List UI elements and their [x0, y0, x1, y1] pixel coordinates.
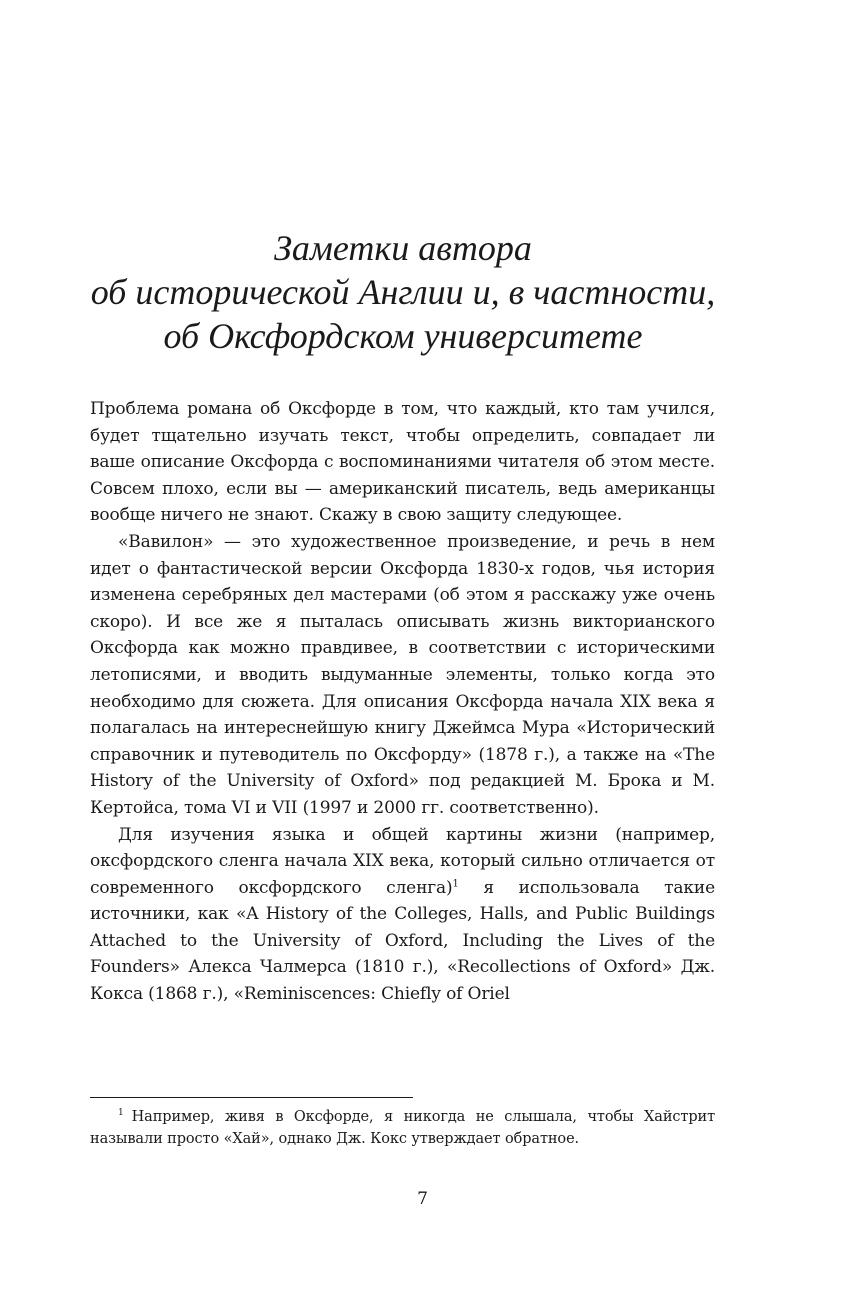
chapter-title [88, 226, 718, 358]
body-text [90, 396, 715, 1008]
page-number: 7 [417, 1189, 428, 1209]
paragraph-1: Проблема романа об Оксфорде в том, что каждый, кто там учился, будет тщательно изучать текст, чтобы определить, совпадает ли ваше описание Оксфорда с воспоминаниями читателя об этом месте. Совсем плохо, если вы — американский писатель, ведь американцы вообще ничего не знают. Скажу в свою защиту следующее. [90, 399, 715, 526]
chapter-title-line-3: об Оксфордском университете [163, 316, 643, 356]
footnote-reference[interactable]: 1 [452, 878, 459, 890]
paragraph-3-text-b: я использовала такие источники, как «A History of the Colleges, Halls, and Public Buildings Attached to the University of Oxford, Including the Lives of the Founders» Алекса Чалмерса (1810 г.), «Recollections of Oxford» Дж. Кокса (1868 г.), «Reminiscences: Chiefly of Oriel [90, 877, 715, 1005]
footnote [90, 1106, 715, 1150]
paragraph-3 [90, 822, 715, 1008]
footnote-text: Например, живя в Оксфорде, я никогда не слышала, чтобы Хайстрит называли просто «Хай», однако Дж. Кокс утверждает обратное. [90, 1109, 715, 1147]
chapter-title-line-2: об исторической Англии и, в частности, [90, 272, 716, 312]
paragraph-2: «Вавилон» — это художественное произведение, и речь в нем идет о фантастической версии Оксфорда 1830-х годов, чья история изменена серебряных дел мастерами (об этом я расскажу уже очень скоро). И все же я пыталась описывать жизнь викторианского Оксфорда как можно правдивее, в соответствии с историческими летописями, и вводить выдуманные элементы, только когда это необходимо для сюжета. Для описания Оксфорда начала XIX века я полагалась на интереснейшую книгу Джеймса Мура «Исторический справочник и путеводитель по Оксфорду» (1878 г.), а также на «The History of the University of Oxford» под редакцией М. Брока и М. Кертойса, тома VI и VII (1997 и 2000 гг. соответственно). [90, 531, 715, 818]
chapter-title-line-1: Заметки автора [274, 228, 532, 268]
footnote-mark: 1 [118, 1108, 124, 1119]
paragraph-3-text-a: Для изучения языка и общей картины жизни (например, оксфордского сленга начала XIX века, который сильно отличается от современного оксфордского сленга) [90, 824, 715, 898]
footnote-divider [90, 1097, 413, 1098]
